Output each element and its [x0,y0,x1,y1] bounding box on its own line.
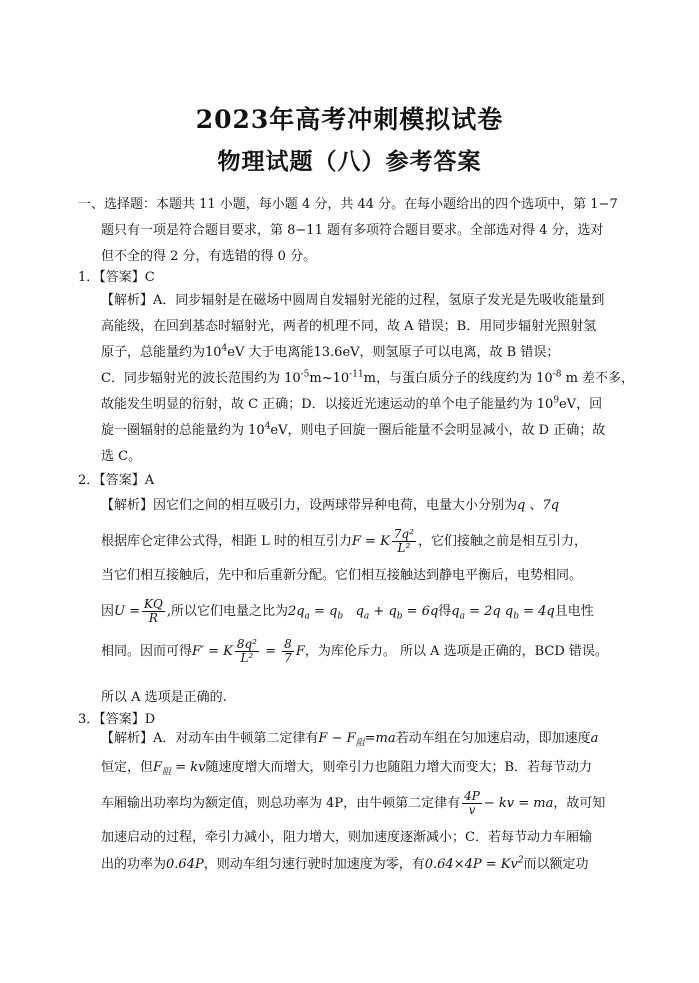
question-2-explanation [101,488,608,712]
explanation-line: 车厢输出功率均为额定值，则总功率为 4P，由牛顿第二定律有 $\frac{4P}{v}$ − kv = ma，故可知 [101,789,606,817]
explanation-line: 原子，总能量约为$10^4eV$ 大于电离能13.6eV，则氢原子可以电离，故 B 错误； [101,343,560,360]
explanation-line: 根据库仑定律公式得，相距 L 时的相互引力F = K $\frac{\text{7q²}}{\text{L²}}$ ，它们接触之前是相互引力， [101,527,587,555]
page-subtitle: 物理试题（八）参考答案 [217,148,482,175]
explanation-line: 所以 A 选项是正确的. [101,690,227,705]
page-title: 2023年高考冲刺模拟试卷 [195,105,504,134]
intro-line: 但不全的得 2 分，有选错的得 0 分。 [101,249,317,264]
explanation-line: 当它们相互接触后，先中和后重新分配。它们相互接触达到静电平衡后，电势相同。 [101,568,583,583]
explanation-line: 高能级，在回到基态时辐射光，两者的机理不同，故 A 错误；B．用同步辐射光照射氢 [101,319,597,334]
explanation-line: C．同步辐射光的波长范围约为 $10^{-5}m\sim 10^{-11}m$，与蛋白质分子的线度约为 $10^{-8}$ m 差不多， [101,369,635,386]
question-3-explanation [101,726,605,878]
intro-line: 题只有一项是符合题目要求，第 8−11 题有多项符合题目要求。全部选对得 4 分，选对 [101,223,604,238]
question-1-answer: 1．【答案】C [78,270,155,285]
explanation-line: 因U = $\frac{KQ}{R}$ ,所以它们电量之比为$2q_a = q_b$ $q_a + q_b = 6q$得$q_a = 2q$ $q_b = 4q$且电性 [101,597,594,625]
question-1-explanation [101,288,634,470]
explanation-line: 选 C。 [101,449,142,464]
explanation-line: 旋一圈辐射的总能量约为 $10^4eV$，则电子回旋一圈后能量不会明显减小，故 D 正确；故 [101,421,606,438]
explanation-line: 【解析】A．对动车由牛顿第二定律有$F - F_阻=ma$若动车组在匀加速启动，即加速度a [101,731,599,749]
explanation-line: 出的功率为0.64P，则动车组匀速行驶时加速度为零，有$0.64\times 4P = Kv^2$而以额定功 [101,855,589,872]
question-3-answer: 3．【答案】D [78,712,156,727]
explanation-line: 故能发生明显的衍射，故 C 正确；D．以接近光速运动的单个电子能量约为 $10^9eV$，回 [101,395,603,412]
intro-line: 一、选择题：本题共 11 小题，每小题 4 分，共 44 分。在每小题给出的四个选项中，第 1−7 [78,197,618,212]
explanation-line: 【解析】因它们之间的相互吸引力，设两球带异种电荷，电量大小分别为q 、7q [101,498,560,513]
explanation-line: 【解析】A．同步辐射是在磁场中圆周自发辐射光能的过程，氢原子发光是先吸收能量到 [101,293,605,308]
explanation-line: 恒定，但$F_阻$ = kv随速度增大而增大，则牵引力也随阻力增大而变大；B．若每节动力 [101,760,593,778]
section-intro [78,192,634,270]
explanation-line: 加速启动的过程，牵引力减小，阻力增大，则加速度逐渐减小；C．若每节动力车厢输 [101,830,592,845]
question-2-answer: 2．【答案】A [78,473,155,488]
explanation-line: 相同。因而可得F′ = K $\frac{\text{8q²}}{\text{L²}}$ = $\frac{8}{7}$ F，为库伦斥力。 所以 A 选项是正确的，BCD 错误。 [101,637,608,665]
